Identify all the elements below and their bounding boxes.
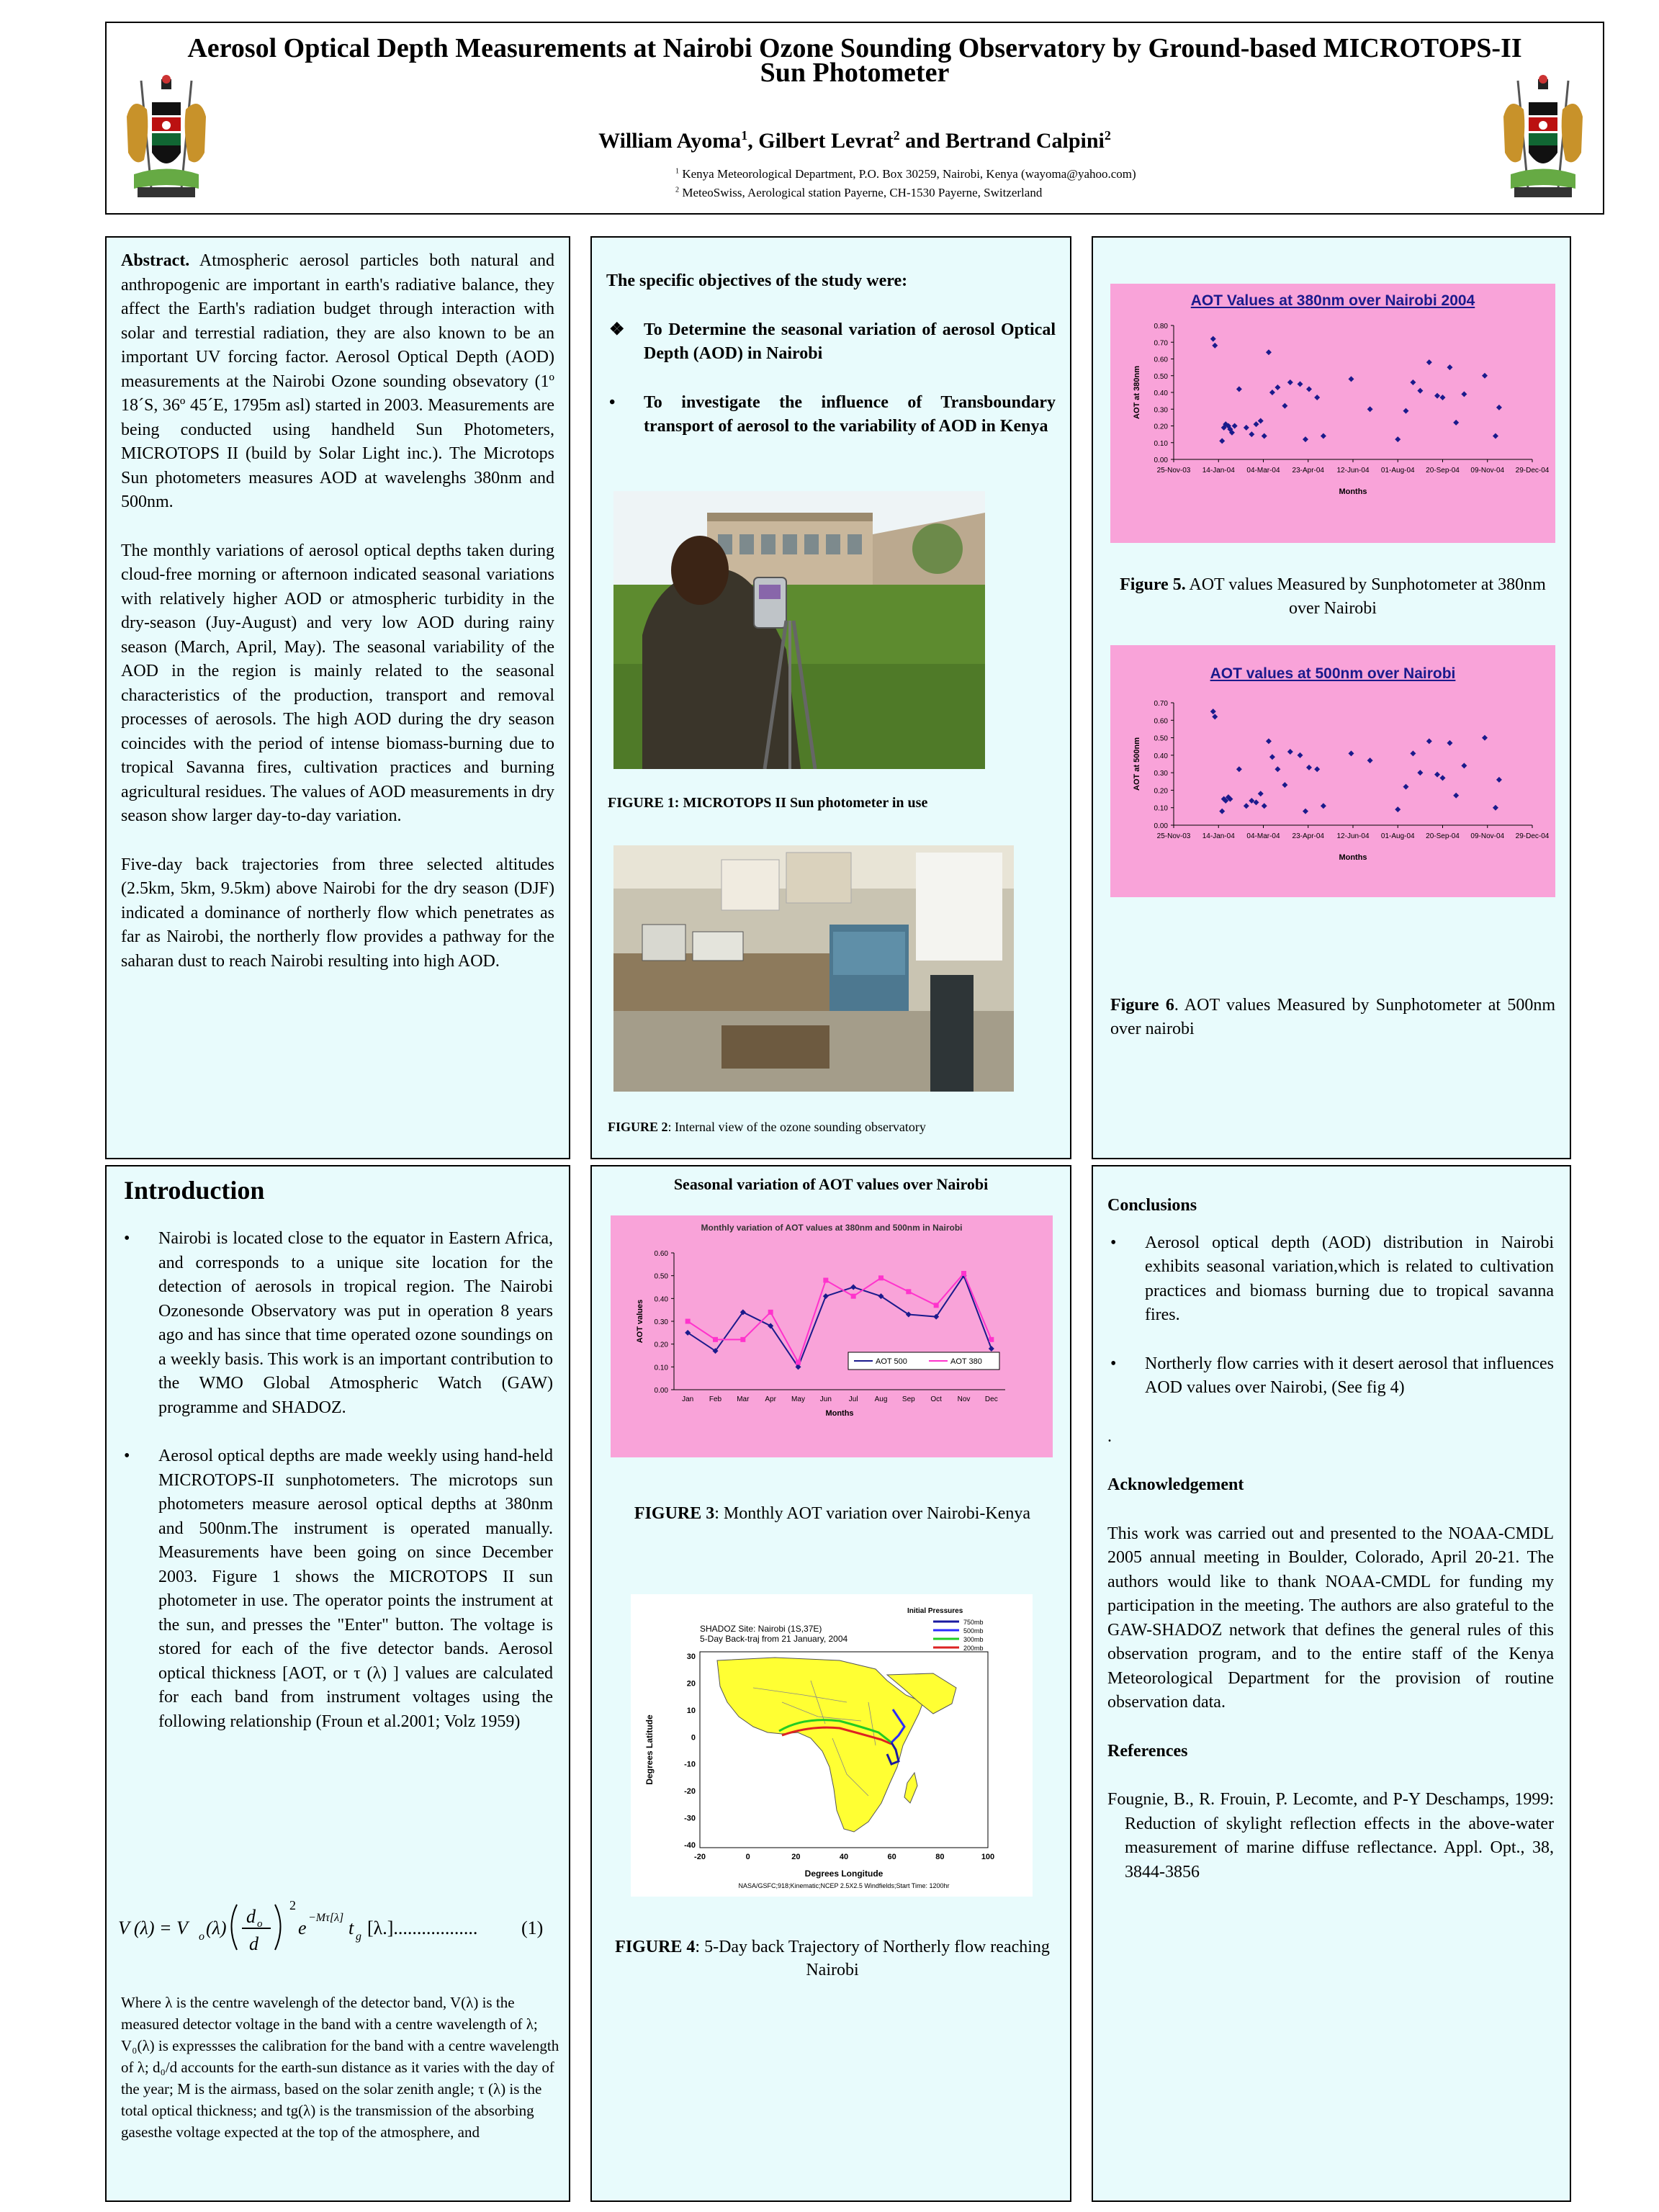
x-tick-label: 14-Jan-04: [1202, 832, 1235, 840]
figure-2-caption: [608, 1116, 1061, 1138]
map-x-tick-label: 100: [981, 1853, 995, 1861]
x-tick-label: 09-Nov-04: [1470, 832, 1505, 840]
aot-scatter-panel: [1092, 236, 1571, 1159]
map-y-tick-label: -40: [684, 1841, 696, 1850]
conclusions-panel: [1092, 1165, 1571, 2202]
chart-title-380: AOT Values at 380nm over Nairobi 2004: [1190, 292, 1475, 309]
x-tick-label: 20-Sep-04: [1426, 467, 1460, 475]
x-tick-label: 25-Nov-03: [1156, 467, 1191, 475]
conclusion-item: [1107, 1352, 1554, 1401]
author-list: [107, 128, 1603, 153]
y-tick-label: 0.30: [1154, 406, 1168, 415]
x-tick-label: May: [791, 1395, 805, 1403]
data-point: [1212, 714, 1218, 719]
title-line-2: Sun Photometer: [760, 58, 950, 88]
conclusion-2: Northerly flow carries with it desert aerosol that influences AOD values over Nairobi, (See fig 4): [1145, 1354, 1554, 1397]
data-point: [1314, 395, 1320, 400]
data-point: [768, 1310, 773, 1315]
x-tick-label: Nov: [957, 1395, 971, 1403]
data-point: [1461, 763, 1467, 768]
data-point: [1410, 379, 1416, 385]
kenya-coat-of-arms-icon: [120, 73, 213, 203]
map-frame: [700, 1652, 988, 1848]
author-1: William Ayoma: [598, 129, 742, 153]
microtops-photo-figure-1: [613, 491, 985, 769]
data-point: [1212, 343, 1218, 349]
x-tick-label: 20-Sep-04: [1426, 832, 1460, 840]
data-point: [1447, 364, 1452, 370]
x-tick-label: 23-Apr-04: [1292, 832, 1324, 840]
y-tick-label: 0.50: [654, 1272, 668, 1281]
data-point: [1303, 436, 1308, 442]
intro-bullet-1: Nairobi is located close to the equator in Eastern Africa, and corresponds to a unique site location for the detection of aerosols in tropical region. The Nairobi Ozonesonde Observatory was put in operation 8 years ago and has since that time operated ozone soundings on a weekly basis. This work is an important contribution to the WMO Global Atmospheric Watch (GAW) programme and SHADOZ.: [158, 1229, 553, 1417]
affiliation-2: [675, 186, 1042, 200]
map-y-label: Degrees Latitude: [644, 1714, 655, 1785]
y-axis-label: AOT at 380nm: [1133, 366, 1141, 419]
author-3: and Bertrand Calpini: [899, 129, 1105, 153]
y-tick-label: 0.00: [1154, 822, 1168, 830]
y-tick-label: 0.70: [1154, 339, 1168, 348]
x-tick-label: 04-Mar-04: [1246, 467, 1280, 475]
reference-1: Fougnie, B., R. Frouin, P. Lecomte, and P-Y Deschamps, 1999: Reduction of skylight reflection effects in the above-water measurement of marine diffuse reflectance. Appl. Opt., 38, 3844-3856: [1107, 1790, 1554, 1881]
data-point: [906, 1289, 911, 1294]
data-point: [1453, 793, 1459, 799]
figure-2-caption-text: : Internal view of the ozone sounding observatory: [667, 1120, 926, 1134]
figure-5-caption-text: AOT values Measured by Sunphotometer at 380nm over Nairobi: [1185, 575, 1546, 618]
map-title-1: SHADOZ Site: Nairobi (1S,37E): [700, 1624, 822, 1634]
bullet-icon: •: [609, 392, 616, 412]
y-tick-label: 0.60: [1154, 356, 1168, 364]
data-point: [878, 1275, 884, 1280]
data-point: [1249, 431, 1254, 437]
poster-header: [105, 22, 1604, 215]
chart-legend: [848, 1352, 999, 1370]
conclusions-text: [1107, 1194, 1554, 1884]
bullet-icon: •: [124, 1447, 130, 1465]
author-2-sup: 2: [893, 128, 900, 143]
y-axis-label: AOT at 500nm: [1133, 737, 1141, 791]
data-point: [1282, 403, 1287, 409]
abstract-paragraph-2: The monthly variations of aerosol optical depths taken during cloud-free morning or afternoon indicated seasonal variations with relatively higher AOD or atmospheric turbidity in the dry-season (Juy-August) and very low AOD during rainy season (March, April, May). The seasonal variability of the AOD in the region is mainly related to the seasonal characteristics of the production, transport and removal processes of aerosols. The high AOD during the dry season coincides with the period of intense biomass-burning due to tropical Savanna fires, cultivation practices and burning agricultural residues. The values of AOD measurements in dry season show larger day-to-day variation.: [121, 541, 554, 825]
data-point: [1321, 803, 1326, 809]
y-tick-label: 0.10: [1154, 439, 1168, 448]
y-tick-label: 0.20: [654, 1341, 668, 1349]
stray-dot: .: [1107, 1426, 1112, 1446]
figure-3-caption: [609, 1502, 1056, 1525]
data-point: [961, 1271, 966, 1276]
data-point: [1426, 359, 1432, 365]
abstract-label: Abstract.: [121, 251, 190, 270]
y-tick-label: 0.10: [1154, 804, 1168, 813]
figure-5-label: Figure 5.: [1120, 575, 1186, 594]
data-point: [1298, 381, 1303, 387]
map-title-2: 5-Day Back-traj from 21 January, 2004: [700, 1634, 848, 1644]
y-tick-label: 0.40: [1154, 390, 1168, 397]
data-point: [850, 1285, 856, 1290]
y-tick-label: 0.00: [1154, 457, 1168, 464]
map-y-tick-label: -20: [684, 1787, 696, 1797]
aot-380-plot: [1110, 284, 1555, 543]
map-y-tick-label: -30: [684, 1814, 696, 1823]
x-tick-label: 25-Nov-03: [1156, 832, 1191, 840]
affiliation-2-text: MeteoSwiss, Aerological station Payerne, CH-1530 Payerne, Switzerland: [679, 186, 1043, 199]
map-x-tick-label: 0: [745, 1853, 750, 1861]
map-x-tick-label: 40: [839, 1853, 849, 1861]
objective-1: To Determine the seasonal variation of aerosol Optical Depth (AOD) in Nairobi: [644, 320, 1056, 363]
seasonal-heading: Seasonal variation of AOT values over Nairobi: [673, 1175, 989, 1193]
abstract-panel: [105, 236, 570, 1159]
back-trajectory-map-figure-4: [631, 1594, 1033, 1897]
x-tick-label: Dec: [984, 1395, 998, 1403]
data-point: [1266, 738, 1272, 744]
data-point: [1426, 738, 1432, 744]
data-point: [1236, 386, 1242, 392]
data-point: [1395, 806, 1401, 812]
poster-title: [107, 33, 1603, 88]
affiliation-1-sup: 1: [675, 167, 680, 176]
bullet-icon: •: [124, 1229, 130, 1248]
aot-500-plot: [1110, 645, 1555, 897]
x-tick-label: 29-Dec-04: [1515, 832, 1550, 840]
data-point: [1440, 395, 1446, 400]
figure-5-caption: [1110, 573, 1555, 621]
map-legend-title: Initial Pressures: [907, 1607, 963, 1615]
data-point: [1482, 373, 1488, 379]
data-point: [1321, 433, 1326, 439]
data-point: [1447, 740, 1452, 746]
map-y-tick-label: 0: [691, 1733, 696, 1743]
series-line-aot-380: [688, 1274, 992, 1363]
data-point: [1236, 766, 1242, 772]
data-point: [1349, 376, 1354, 382]
bullet-icon: •: [1110, 1233, 1117, 1252]
svg-text:(λ): (λ): [206, 1917, 227, 1938]
data-point: [823, 1293, 829, 1299]
author-3-sup: 2: [1104, 128, 1111, 143]
aot-500-scatter-chart: [1110, 645, 1555, 897]
svg-text:g: g: [356, 1930, 361, 1943]
map-x-tick-label: 20: [791, 1853, 801, 1861]
data-point: [1349, 750, 1354, 756]
data-point: [713, 1337, 718, 1342]
data-point: [1244, 803, 1249, 809]
data-point: [1403, 784, 1408, 790]
figure-6-caption: [1110, 994, 1555, 1041]
affiliation-1: [675, 167, 1136, 181]
x-tick-label: Jul: [848, 1395, 858, 1403]
x-tick-label: 01-Aug-04: [1380, 467, 1415, 475]
objective-2: To investigate the influence of Transboundary transport of aerosol to the variability of AOD in Kenya: [644, 392, 1056, 436]
seasonal-panel: [590, 1165, 1071, 2202]
svg-text:o: o: [199, 1930, 204, 1943]
x-tick-label: 12-Jun-04: [1336, 467, 1370, 475]
references-heading: References: [1107, 1741, 1188, 1761]
y-axis-label: AOT values: [636, 1299, 644, 1344]
x-tick-label: Aug: [874, 1395, 888, 1403]
data-point: [1417, 770, 1423, 775]
map-x-label: Degrees Longitude: [804, 1869, 884, 1879]
abstract-paragraph-1: [121, 249, 554, 515]
y-tick-label: 0.70: [1154, 700, 1168, 708]
y-tick-label: 0.30: [654, 1318, 668, 1326]
data-point: [1395, 436, 1401, 442]
data-point: [1434, 393, 1440, 399]
y-tick-label: 0.50: [1154, 372, 1168, 381]
objectives-text: [606, 269, 1056, 464]
x-tick-label: Jun: [819, 1395, 832, 1403]
map-y-tick-label: 10: [686, 1706, 696, 1715]
data-point: [1269, 390, 1275, 395]
data-point: [823, 1278, 828, 1283]
map-y-tick-label: 20: [686, 1679, 696, 1689]
monthly-aot-line-chart: [611, 1215, 1053, 1457]
monthly-aot-plot: [611, 1215, 1053, 1457]
figure-4-caption: [609, 1936, 1056, 1982]
data-point: [1496, 405, 1502, 410]
map-x-tick-label: -20: [694, 1853, 706, 1861]
intro-bullet: [121, 1444, 553, 1734]
y-tick-label: 0.20: [1154, 787, 1168, 796]
introduction-heading: Introduction: [124, 1176, 265, 1205]
x-axis-label: Months: [1339, 487, 1367, 496]
svg-text:d: d: [246, 1906, 256, 1927]
data-point: [1210, 709, 1216, 714]
map-x-tick-label: 60: [887, 1853, 896, 1861]
diamond-bullet-icon: ❖: [609, 320, 625, 339]
figure-2-label: FIGURE 2: [608, 1120, 668, 1134]
x-tick-label: Feb: [709, 1395, 722, 1403]
data-point: [1274, 766, 1280, 772]
x-tick-label: Mar: [737, 1395, 750, 1403]
svg-text:t: t: [349, 1917, 354, 1938]
svg-text:e: e: [298, 1917, 307, 1938]
data-point: [1258, 418, 1264, 424]
data-point: [1440, 775, 1446, 781]
objectives-heading: The specific objectives of the study were:: [606, 271, 908, 290]
objectives-panel: [590, 236, 1071, 1159]
map-legend-label: 200mb: [963, 1645, 984, 1652]
map-x-tick-label: 80: [935, 1853, 945, 1861]
data-point: [934, 1303, 939, 1308]
data-point: [1287, 749, 1293, 755]
figure-6-caption-text: . AOT values Measured by Sunphotometer at 500nm over nairobi: [1110, 996, 1555, 1038]
abstract-p1: Atmospheric aerosol particles both natural and anthropogenic are important in earth's radiative balance, they affect the Earth's radiation budget through interaction with solar and terrestial radiation, they are also known to be an important UV forcing factor. Aerosol Optical Depth (AOD) measurements at the Nairobi Ozone sounding obsevatory (1º 18´S, 36º 45´E, 1795m asl) started in 2003. Measurements are being conducted using handheld Sun Photometers, MICROTOPS II (build by Solar Light inc.). The Microtops Sun photometers measures AOD at wavelenghs 380nm and 500nm.: [121, 251, 554, 511]
y-tick-label: 0.40: [1154, 752, 1168, 760]
data-point: [1219, 438, 1225, 444]
y-tick-label: 0.00: [654, 1387, 668, 1395]
x-axis-label: Months: [1339, 853, 1367, 862]
data-point: [1403, 408, 1408, 414]
conclusion-1: Aerosol optical depth (AOD) distribution in Nairobi exhibits seasonal variation,which is related to cultivation practices and biomass burning due to tropical savanna fires.: [1145, 1233, 1554, 1324]
data-point: [1410, 750, 1416, 756]
abstract-text: [121, 249, 554, 998]
map-legend-label: 300mb: [963, 1636, 984, 1643]
y-tick-label: 0.50: [1154, 734, 1168, 743]
data-point: [796, 1360, 801, 1365]
data-point: [989, 1346, 994, 1352]
svg-text:2: 2: [289, 1898, 296, 1912]
acknowledgement-text: This work was carried out and presented to the NOAA-CMDL 2005 annual meeting in Boulder, Colorado, April 20-21. The authors would like to thank NOAA-CMDL for funding my participation in the meeting. The authors are also grateful to the GAW-SHADOZ network that defines the general rules of this observation program, and to the entire staff of the Kenya Meteorological Department for the provision of routine observation data.: [1107, 1524, 1554, 1712]
x-tick-label: 29-Dec-04: [1515, 467, 1550, 475]
data-point: [1493, 433, 1498, 439]
x-tick-label: 23-Apr-04: [1292, 467, 1324, 475]
figure-4-label: FIGURE 4: [615, 1938, 696, 1956]
acknowledgement-heading: Acknowledgement: [1107, 1475, 1244, 1494]
x-tick-label: 01-Aug-04: [1380, 832, 1415, 840]
data-point: [1461, 391, 1467, 397]
map-legend-label: 750mb: [963, 1619, 984, 1626]
data-point: [1282, 782, 1287, 788]
aot-380-scatter-chart: [1110, 284, 1555, 543]
data-point: [1496, 777, 1502, 783]
data-point: [1269, 754, 1275, 760]
x-tick-label: Oct: [930, 1395, 942, 1403]
figure-3-caption-text: : Monthly AOT variation over Nairobi-Kenya: [714, 1504, 1031, 1523]
svg-text:d: d: [249, 1933, 258, 1954]
data-point: [1254, 421, 1259, 427]
data-point: [1262, 803, 1267, 809]
data-point: [1274, 385, 1280, 390]
data-point: [1482, 735, 1488, 741]
y-tick-label: 0.40: [654, 1295, 668, 1304]
y-tick-label: 0.10: [654, 1364, 668, 1372]
y-tick-label: 0.60: [654, 1250, 668, 1258]
data-point: [1287, 379, 1293, 385]
figure-3-label: FIGURE 3: [634, 1504, 715, 1523]
conclusion-item: [1107, 1231, 1554, 1328]
svg-text:V (λ) = V: V (λ) = V: [118, 1917, 188, 1938]
legend-label: AOT 500: [876, 1357, 907, 1366]
legend-label: AOT 380: [950, 1357, 982, 1366]
objective-item: [606, 391, 1056, 439]
chart-title-monthly: Monthly variation of AOT values at 380nm and 500nm in Nairobi: [701, 1223, 963, 1233]
y-tick-label: 0.80: [1154, 323, 1168, 331]
x-tick-label: Jan: [682, 1395, 694, 1403]
equation-number: (1): [521, 1917, 544, 1938]
map-y-tick-label: 30: [686, 1653, 696, 1661]
data-point: [1434, 772, 1440, 778]
bullet-icon: •: [1110, 1354, 1117, 1373]
chart-title-500: AOT values at 500nm over Nairobi: [1210, 665, 1456, 682]
data-point: [1453, 420, 1459, 426]
x-axis-label: Months: [825, 1409, 854, 1418]
introduction-panel: [105, 1165, 570, 2202]
introduction-text: [121, 1227, 553, 1758]
abstract-paragraph-3: Five-day back trajectories from three selected altitudes (2.5km, 5km, 9.5km) above Nairobi for the dry season (DJF) indicated a dominance of northerly flow which penetrates as far as Nairobi, the northerly flow provides a pathway for the saharan dust to reach Nairobi resulting into high AOD.: [121, 855, 554, 971]
data-point: [685, 1319, 691, 1324]
data-point: [1417, 388, 1423, 394]
map-y-tick-label: -10: [684, 1760, 696, 1769]
data-point: [1210, 336, 1216, 342]
figure-4-caption-text: : 5-Day back Trajectory of Northerly flow reaching Nairobi: [695, 1938, 1050, 1979]
svg-text:[λ.]..................: [λ.]..................: [367, 1917, 478, 1938]
data-point: [1306, 765, 1312, 770]
data-point: [1306, 386, 1312, 392]
data-point: [1367, 757, 1373, 763]
affiliation-1-text: Kenya Meteorological Department, P.O. Box 30259, Nairobi, Kenya (wayoma@yahoo.com): [679, 167, 1136, 181]
map-footer: NASA/GSFC;918;Kinematic;NCEP 2.5X2.5 Windfields;Start Time: 1200hr: [738, 1882, 950, 1889]
data-point: [1266, 349, 1272, 355]
title-line-1: Aerosol Optical Depth Measurements at Nairobi Ozone Sounding Observatory by Ground-based MICROTOPS-II: [187, 33, 1522, 63]
x-tick-label: 04-Mar-04: [1246, 832, 1280, 840]
x-tick-label: Apr: [765, 1395, 776, 1403]
y-tick-label: 0.20: [1154, 423, 1168, 431]
data-point: [1303, 809, 1308, 814]
data-point: [1258, 791, 1264, 796]
data-point: [740, 1337, 745, 1342]
author-1-sup: 1: [741, 128, 748, 143]
data-point: [851, 1294, 856, 1299]
figure-1-caption: FIGURE 1: MICROTOPS II Sun photometer in use: [608, 795, 928, 811]
affiliation-2-sup: 2: [675, 186, 680, 194]
x-tick-label: 09-Nov-04: [1470, 467, 1505, 475]
figure-6-label: Figure 6: [1110, 996, 1174, 1015]
svg-text:o: o: [257, 1918, 263, 1930]
equation-definitions: Where λ is the centre wavelengh of the detector band, V(λ) is the measured detector voltage in the band with a centre wavelength of λ; V₀(λ) is expressses the calibration for the band with a centre wavelength of λ; d₀/d accounts for the earth-sun distance as it varies with the day of the year; M is the airmass, based on the solar zenith angle; τ (λ) is the total optical thickness; and tg(λ) is the transmission of the absorbing gasesthe voltage expected at the top of the atmosphere, and: [121, 1994, 559, 2141]
intro-bullet: [121, 1227, 553, 1420]
x-tick-label: 12-Jun-04: [1336, 832, 1370, 840]
data-point: [1493, 805, 1498, 811]
x-tick-label: 14-Jan-04: [1202, 467, 1235, 475]
data-point: [1232, 423, 1238, 429]
map-legend-label: 500mb: [963, 1627, 984, 1635]
data-point: [1314, 766, 1320, 772]
data-point: [1262, 433, 1267, 439]
author-2: , Gilbert Levrat: [747, 129, 894, 153]
data-point: [989, 1337, 994, 1342]
data-point: [1219, 809, 1225, 814]
conclusions-heading: Conclusions: [1107, 1196, 1197, 1215]
x-tick-label: Sep: [902, 1395, 915, 1403]
data-point: [1298, 752, 1303, 758]
kenya-coat-of-arms-icon: [1496, 73, 1590, 203]
svg-text:−Mτ[λ]: −Mτ[λ]: [308, 1912, 344, 1924]
data-point: [1244, 425, 1249, 431]
y-tick-label: 0.60: [1154, 717, 1168, 726]
intro-bullet-2: Aerosol optical depths are made weekly using hand-held MICROTOPS-II sunphotometers. The microtops sun photometers measure aerosol optical depths at 380nm and 500nm.The instrument is operated manually. Measurements have been going on since December 2003. Figure 1 shows the MICROTOPS II sun photometer in use. The operator points the instrument at the sun, and presses the "Enter" button. The voltage is stored for each of the five detector bands. Aerosol optical thickness [AOT, or τ (λ) ] values are calculated for each band from instrument voltages using the following relationship (Froun et al.2001; Volz 1959): [158, 1447, 553, 1731]
aot-equation: [118, 1887, 565, 1966]
data-point: [1367, 406, 1373, 412]
observatory-interior-photo-figure-2: [613, 845, 1014, 1092]
objective-item: [606, 318, 1056, 367]
y-tick-label: 0.30: [1154, 770, 1168, 778]
